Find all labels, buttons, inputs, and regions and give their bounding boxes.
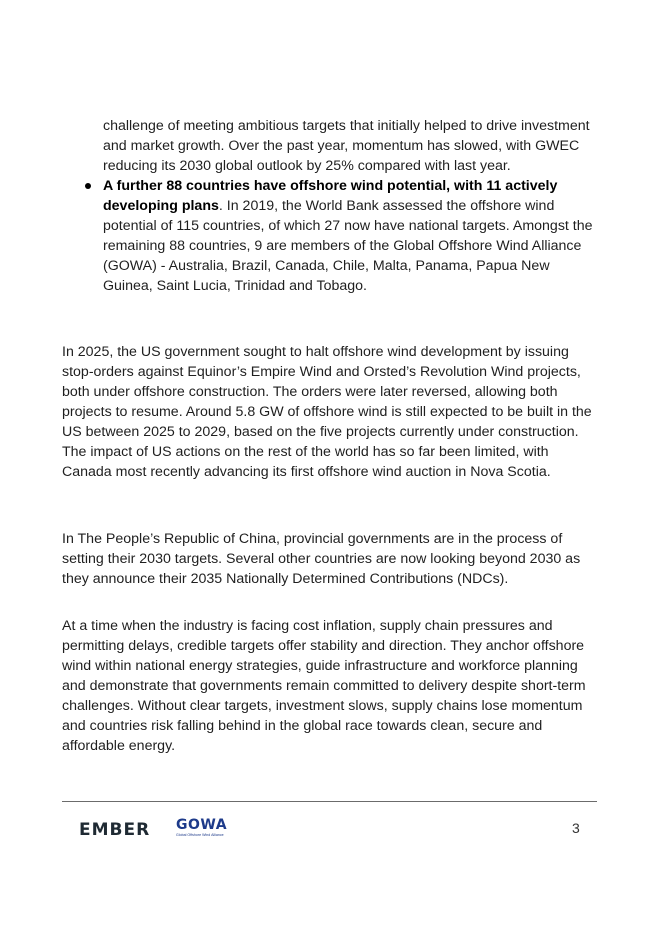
bullet-body: . In 2019, the World Bank assessed the offshore wind potential of 115 countries, of which 27 now have national targets. Amongst the remaining 88 countries, 9 are members of the Global Offshore Wind Alliance (GOWA) - Australia, Brazil, Canada, Chile, Malta, Panama, Papua New Guinea, Saint Lucia, Trinidad and Tobago.	[103, 198, 593, 294]
paragraph-us-policy: In 2025, the US government sought to halt offshore wind development by issuing stop-orders against Equinor’s Empire Wind and Orsted’s Revolution Wind projects, both under offshore construction. The orders were later reversed, allowing both projects to resume. Around 5.8 GW of offshore wind is still expected to be built in the US between 2025 to 2029, based on the five projects currently under construction. The impact of US actions on the rest of the world has so far been limited, with Canada most recently advancing its first offshore wind auction in Nova Scotia.	[62, 344, 592, 480]
page-number: 3	[572, 820, 580, 836]
bullet-bold-lead: A further 88 countries have offshore wind potential, with 11 actively developing plans	[103, 178, 558, 214]
bullet-list	[80, 116, 600, 296]
bullet-dot-icon	[85, 183, 91, 189]
bullet-continuation: challenge of meeting ambitious targets that initially helped to drive investment and market growth. Over the past year, momentum has slowed, with GWEC reducing its 2030 global outlook by 25% compared with last year.	[103, 118, 590, 174]
gowa-logo-subtitle: Global Offshore Wind Alliance	[176, 833, 224, 837]
bullet-item	[80, 176, 600, 296]
paragraph-credible-targets: At a time when the industry is facing cost inflation, supply chain pressures and permitting delays, credible targets offer stability and direction. They anchor offshore wind within national energy strategies, guide infrastructure and workforce planning and demonstrate that governments remain committed to delivery despite short-term challenges. Without clear targets, investment slows, supply chains lose momentum and countries risk falling behind in the global race towards clean, secure and affordable energy.	[62, 618, 586, 754]
ember-logo	[79, 819, 150, 841]
gowa-logo	[176, 818, 228, 840]
gowa-logo-text: GOWA	[176, 817, 228, 833]
paragraph-china-targets: In The People’s Republic of China, provincial governments are in the process of setting their 2030 targets. Several other countries are now looking beyond 2030 as they announce their 2035 Nationally Determined Contributions (NDCs).	[62, 531, 581, 587]
ember-logo-text: EMBER	[79, 820, 151, 840]
footer-divider	[62, 801, 597, 802]
